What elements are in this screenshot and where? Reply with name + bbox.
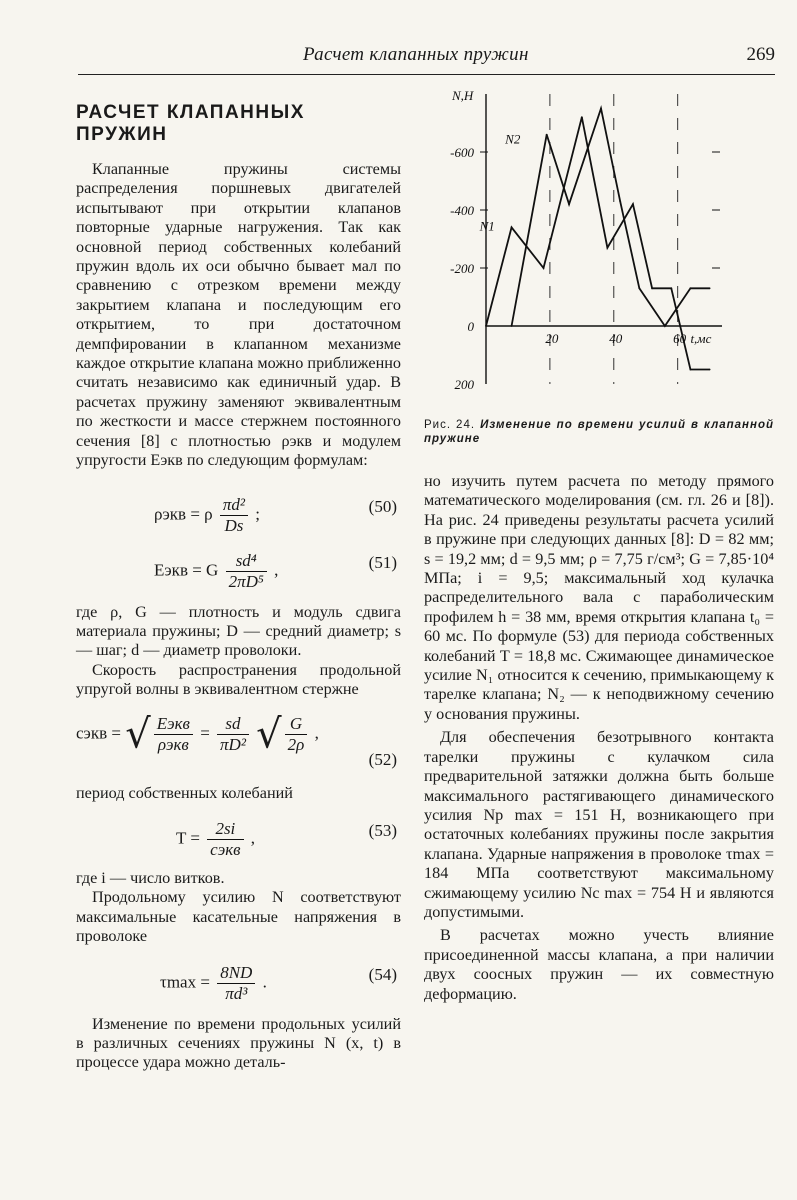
equation-53	[76, 815, 401, 859]
paragraph-wave-speed: Скорость распространения продольной упругой волны в эквивалентном стержне	[76, 660, 401, 699]
eq52-numerator-2: sd	[217, 714, 249, 735]
paragraph-results: но изучить путем расчета по методу прямого математического моделирования (см. гл. 26 и [8]). На рис. 24 приведены результаты расчета усилий в пружине при следующих данных [8]: D = 82 мм; s = 19,2 мм; d = 9,5 мм; ρ = 7,75 г/см³; G = 7,85·10⁴ МПа; i = 9,5; максимальный ход кулачка распределительного вала с параболическим профилем h = 38 мм, время открытия клапана t₀ = 60 мс. По формуле (53) для периода собственных колебаний T = 18,8 мс. Сжимающее динамическое усилие N₁ относится к сечению, примыкающему к тарелке клапана; N₂ — к неподвижному сечению у основания пружины.	[424, 472, 774, 723]
eq52-denominator-2: πD²	[220, 734, 246, 754]
data-point-n2	[568, 203, 570, 205]
data-point-n2	[664, 325, 666, 327]
x-tick-label: 20	[545, 331, 559, 346]
eq54-number: (54)	[368, 964, 397, 984]
eq51-numerator: sd⁴	[226, 551, 267, 572]
figure-caption	[424, 418, 774, 446]
figure-24	[424, 84, 774, 414]
eq53-number: (53)	[368, 820, 397, 840]
eq54-lhs: τmax =	[160, 971, 210, 991]
eq51-denominator: 2πD⁵	[228, 571, 264, 591]
data-point-n1	[511, 227, 513, 229]
data-point-n2	[619, 200, 621, 202]
paragraph-time-variation: Изменение по времени продольных усилий в различных сечениях пружины N (x, t) в процессе удара можно деталь-	[76, 1014, 401, 1072]
data-point-n1	[651, 287, 653, 289]
paragraph-period: период собственных колебаний	[76, 783, 293, 802]
series-line-n2	[512, 109, 710, 327]
x-tick-label: 40	[609, 331, 623, 346]
data-point-n1	[581, 116, 583, 118]
eq52-equals: =	[200, 722, 210, 742]
data-point-n1	[606, 247, 608, 249]
y-tick-label: 0	[467, 319, 474, 334]
chart-labels	[450, 88, 711, 392]
eq52-number: (52)	[368, 749, 397, 769]
right-column	[424, 84, 774, 1004]
eq52-denominator-1: ρэкв	[157, 734, 189, 754]
eq50-numerator: πd²	[220, 495, 248, 516]
y-tick-label: -200	[450, 261, 474, 276]
eq50-fraction	[220, 495, 248, 536]
sqrt-symbol: √	[256, 711, 282, 758]
eq54-denominator: πd³	[225, 983, 248, 1003]
running-header	[78, 44, 775, 75]
eq50-lhs: ρэкв = ρ	[154, 503, 213, 523]
paragraph-turns: где i — число витков.	[76, 868, 225, 887]
figure-caption-label: Рис. 24.	[424, 419, 476, 431]
paragraph-mass: В расчетах можно учесть влияние присоединенной массы клапана, а при наличии двух соосных пружин — их совместную деформацию.	[424, 926, 774, 1003]
eq54-numerator: 8ND	[217, 963, 255, 984]
data-point-n1	[690, 369, 692, 371]
paragraph-preload: Для обеспечения безотрывного контакта тарелки пружины с кулачком сила предварительной затяжки должна быть больше максимального растягивающего динамического усилия Np max = 151 Н, возникающего при остаточных колебаниях пружины после закрытия клапана. Ударные напряжения в проволоке τmax = 184 МПа соответствуют максимальному сжимающему усилию Nc max = 754 Н и являются допустимыми.	[424, 728, 774, 921]
x-tick-label: 60	[673, 331, 687, 346]
eq53-numerator: 2si	[207, 819, 243, 840]
curve-label-n1: N1	[479, 218, 495, 234]
data-point-n1	[485, 325, 487, 327]
y-tick-label: 200	[454, 377, 474, 392]
y-tick-label: -600	[450, 145, 474, 160]
force-time-chart	[424, 84, 774, 396]
data-point-n2	[638, 287, 640, 289]
eq53-denominator: cэкв	[210, 839, 241, 859]
data-point-n1	[632, 203, 634, 205]
equation-54	[76, 959, 401, 1003]
eq51-fraction	[226, 551, 267, 592]
equation-51	[76, 547, 401, 591]
equation-50	[76, 491, 401, 535]
running-title: Расчет клапанных пружин	[303, 44, 529, 65]
x-axis-label: t,мс	[690, 331, 712, 346]
eq50-denominator: Ds	[224, 515, 244, 535]
eq50-number: (50)	[368, 496, 397, 516]
eq53-fraction	[207, 819, 243, 860]
eq52-numerator-1: Eэкв	[154, 714, 193, 735]
y-axis-label: N,Н	[452, 88, 474, 103]
eq50-tail: ;	[255, 503, 260, 523]
eq52-denominator-3: 2ρ	[287, 734, 305, 754]
figure-caption-title: Изменение по времени усилий в клапанной пружине	[424, 419, 774, 445]
data-point-n2	[600, 108, 602, 110]
eq52-fraction-2	[217, 714, 249, 755]
eq53-lhs: T =	[176, 828, 200, 848]
data-point-n2	[511, 325, 513, 327]
eq51-number: (51)	[368, 552, 397, 572]
eq53-tail: ,	[250, 828, 256, 848]
y-tick-label: -400	[450, 203, 474, 218]
eq52-lhs: cэкв =	[76, 722, 121, 742]
eq51-tail: ,	[274, 559, 279, 579]
paragraph-intro: Клапанные пружины системы распределения поршневых двигателей испытывают при открытии клапанов повторные ударные нагружения. Так как основной период собственных колебаний пружин вдоль их оси обычно бывает мал по сравнению с отрезком времени между закрытием клапана и последующим его открытием, то при достаточном демпфировании в клапанном механизме каждое открытие клапана можно приближенно считать независимо как единичный удар. В расчетах пружину заменяют эквивалентным по жесткости и массе стержнем постоянного сечения [8] с плотностью ρэкв и модулем упругости Eэкв по следующим формулам:	[76, 160, 401, 470]
paragraph-definitions: где ρ, G — плотность и модуль сдвига материала пружины; D — средний диаметр; s — шаг; d — диаметр проволоки.	[76, 602, 401, 660]
curve-label-n2: N2	[505, 131, 521, 147]
eq52-fraction-1	[154, 714, 193, 755]
left-column	[76, 96, 401, 1073]
eq52-numerator-3: G	[285, 714, 308, 735]
data-point-n1	[543, 267, 545, 269]
eq52-fraction-3	[285, 714, 308, 755]
data-point-n1	[709, 369, 711, 371]
eq52-tail: ,	[314, 722, 319, 742]
eq54-tail: .	[262, 971, 267, 991]
page-number: 269	[746, 44, 775, 65]
paragraph-stress: Продольному усилию N соответствуют максимальные касательные напряжения в проволоке	[76, 888, 401, 946]
equation-52	[76, 710, 401, 772]
data-point-n2	[690, 287, 692, 289]
eq51-lhs: Eэкв = G	[154, 559, 219, 579]
eq54-fraction	[217, 963, 255, 1004]
data-point-n1	[670, 287, 672, 289]
sqrt-symbol: √	[125, 711, 151, 758]
section-title: РАСЧЕТ КЛАПАННЫХ ПРУЖИН	[76, 102, 305, 145]
data-point-n2	[546, 134, 548, 136]
data-point-n2	[709, 287, 711, 289]
